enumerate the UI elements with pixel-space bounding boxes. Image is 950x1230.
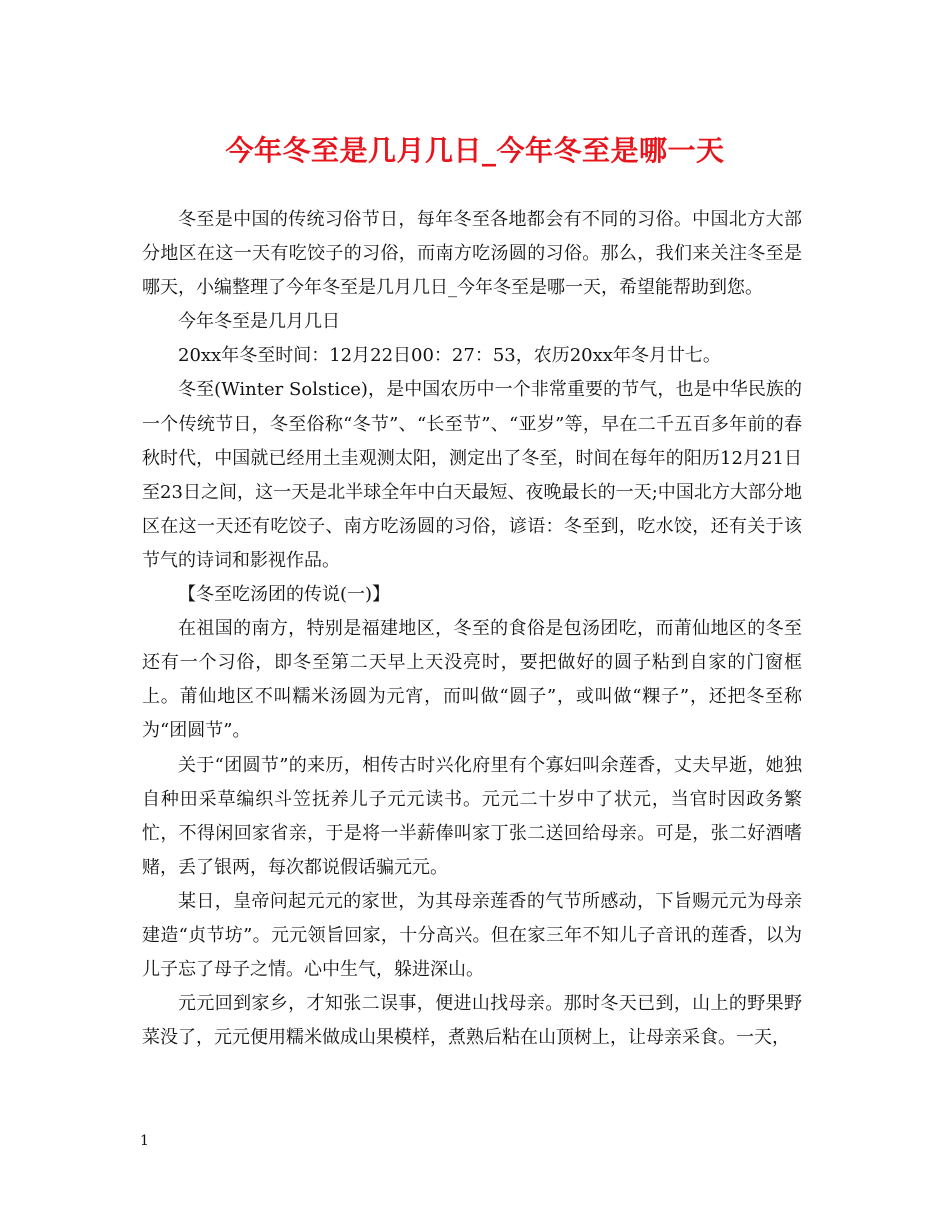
paragraph-solstice-time: 20xx年冬至时间：12月22日00：27：53，农历20xx年冬月廿七。 <box>178 345 721 367</box>
document-body <box>142 203 802 1055</box>
paragraph-legend-heading: 【冬至吃汤团的传说(一)】 <box>178 584 391 606</box>
paragraph-legend-2: 关于“团圆节”的来历，相传古时兴化府里有个寡妇叫余莲香，丈夫早逝，她独自种田采草编织斗笠抚养儿子元元读书。元元二十岁中了状元，当官时因政务繁忙，不得闲回家省亲，于是将一半薪俸叫家丁张二送回给母亲。可是，张二好酒嗜赌，丢了银两，每次都说假话骗元元。 <box>142 754 802 878</box>
paragraph-intro: 冬至是中国的传统习俗节日，每年冬至各地都会有不同的习俗。中国北方大部分地区在这一天有吃饺子的习俗，而南方吃汤圆的习俗。那么，我们来关注冬至是哪天，小编整理了今年冬至是几月几日_今年冬至是哪一天，希望能帮助到您。 <box>142 209 802 299</box>
page-number: 1 <box>140 1133 149 1149</box>
paragraph-subheading-date: 今年冬至是几月几日 <box>178 311 340 333</box>
paragraph-legend-4: 元元回到家乡，才知张二误事，便进山找母亲。那时冬天已到，山上的野果野菜没了，元元便用糯米做成山果模样，煮熟后粘在山顶树上，让母亲采食。一天， <box>142 993 802 1049</box>
paragraph-legend-3: 某日，皇帝问起元元的家世，为其母亲莲香的气节所感动，下旨赐元元为母亲建造“贞节坊”。元元领旨回家，十分高兴。但在家三年不知儿子音讯的莲香，以为儿子忘了母子之情。心中生气，躲进深山。 <box>142 890 802 981</box>
paragraph-legend-1: 在祖国的南方，特别是福建地区，冬至的食俗是包汤团吃，而莆仙地区的冬至还有一个习俗，即冬至第二天早上天没亮时，要把做好的圆子粘到自家的门窗框上。莆仙地区不叫糯米汤圆为元宵，而叫做“圆子”，或叫做“粿子”，还把冬至称为“团圆节”。 <box>142 618 802 742</box>
document-title: 今年冬至是几月几日_今年冬至是哪一天 <box>225 134 725 167</box>
paragraph-solstice-description: 冬至(Winter Solstice)，是中国农历中一个非常重要的节气，也是中华民族的一个传统节日，冬至俗称“冬节”、“长至节”、“亚岁”等，早在二千五百多年前的春秋时代，中国就已经用土圭观测太阳，测定出了冬至，时间在每年的阳历12月21日至23日之间，这一天是北半球全年中白天最短、夜晚最长的一天;中国北方大部分地区在这一天还有吃饺子、南方吃汤圆的习俗，谚语：冬至到，吃水饺，还有关于该节气的诗词和影视作品。 <box>142 379 802 571</box>
